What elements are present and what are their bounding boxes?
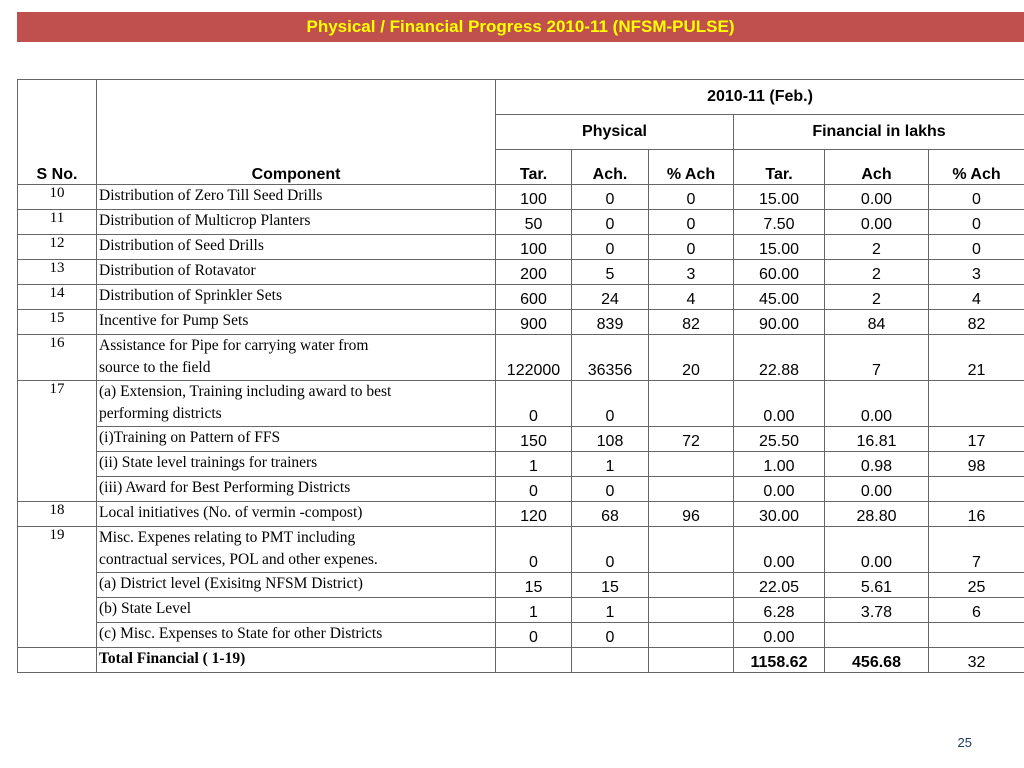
cell-value: 0 bbox=[572, 185, 649, 210]
cell-value: 0 bbox=[572, 381, 649, 427]
cell-value bbox=[649, 477, 734, 502]
cell-value: 2 bbox=[825, 285, 929, 310]
cell-value: 0 bbox=[496, 381, 572, 427]
cell-component bbox=[97, 185, 496, 210]
cell-value: 4 bbox=[649, 285, 734, 310]
cell-sno: 16 bbox=[18, 335, 97, 381]
cell-value bbox=[649, 452, 734, 477]
component-text: contractual services, POL and other expenes. bbox=[99, 551, 378, 568]
cell-value: 3.78 bbox=[825, 598, 929, 623]
cell-value: 20 bbox=[649, 335, 734, 381]
component-text: Distribution of Zero Till Seed Drills bbox=[99, 187, 323, 204]
total-value: 32 bbox=[929, 648, 1024, 673]
cell-value: 15.00 bbox=[734, 235, 825, 260]
cell-value: 96 bbox=[649, 502, 734, 527]
progress-table bbox=[17, 79, 1024, 673]
cell-value: 15 bbox=[496, 573, 572, 598]
component-text: (iii) Award for Best Performing Districts bbox=[99, 479, 351, 496]
cell-component bbox=[97, 502, 496, 527]
cell-sno: 12 bbox=[18, 235, 97, 260]
cell-value: 25 bbox=[929, 573, 1024, 598]
cell-value: 17 bbox=[929, 427, 1024, 452]
cell-value: 0 bbox=[929, 235, 1024, 260]
total-value: 456.68 bbox=[825, 648, 929, 673]
cell-value: 1 bbox=[496, 452, 572, 477]
total-value bbox=[649, 648, 734, 673]
total-value: 1158.62 bbox=[734, 648, 825, 673]
component-text: Incentive for Pump Sets bbox=[99, 312, 249, 329]
cell-value: 5 bbox=[572, 260, 649, 285]
page-title: Physical / Financial Progress 2010-11 (NFSM-PULSE) bbox=[306, 17, 735, 36]
component-text: (b) State Level bbox=[99, 600, 192, 617]
cell-value: 2 bbox=[825, 235, 929, 260]
cell-value: 0.00 bbox=[825, 381, 929, 427]
header-sno: S No. bbox=[18, 80, 97, 185]
cell-value: 1 bbox=[572, 452, 649, 477]
table-row bbox=[18, 335, 1024, 381]
cell-value: 7 bbox=[825, 335, 929, 381]
component-text: (a) Extension, Training including award to best bbox=[99, 383, 392, 400]
cell-value: 22.05 bbox=[734, 573, 825, 598]
table-row bbox=[18, 285, 1024, 310]
cell-value: 0 bbox=[929, 185, 1024, 210]
table-row bbox=[18, 598, 1024, 623]
cell-value: 0 bbox=[496, 623, 572, 648]
cell-value: 15.00 bbox=[734, 185, 825, 210]
component-text: (i)Training on Pattern of FFS bbox=[99, 429, 281, 446]
component-text: Local initiatives (No. of vermin -compost) bbox=[99, 504, 363, 521]
cell-value: 0 bbox=[572, 477, 649, 502]
table-row bbox=[18, 381, 1024, 427]
cell-value: 72 bbox=[649, 427, 734, 452]
table-row bbox=[18, 260, 1024, 285]
cell-component bbox=[97, 235, 496, 260]
cell-value bbox=[929, 381, 1024, 427]
cell-value: 1.00 bbox=[734, 452, 825, 477]
header-component: Component bbox=[97, 80, 496, 185]
cell-value: 22.88 bbox=[734, 335, 825, 381]
cell-value: 839 bbox=[572, 310, 649, 335]
table-row bbox=[18, 573, 1024, 598]
cell-component bbox=[97, 310, 496, 335]
cell-value: 82 bbox=[929, 310, 1024, 335]
cell-value: 122000 bbox=[496, 335, 572, 381]
cell-component bbox=[97, 477, 496, 502]
cell-value: 0.00 bbox=[825, 477, 929, 502]
cell-value: 15 bbox=[572, 573, 649, 598]
header-fin-tar: Tar. bbox=[734, 150, 825, 185]
cell-value: 1 bbox=[572, 598, 649, 623]
cell-component bbox=[97, 335, 496, 381]
cell-component bbox=[97, 623, 496, 648]
cell-value: 100 bbox=[496, 185, 572, 210]
cell-value: 0 bbox=[649, 210, 734, 235]
total-value bbox=[572, 648, 649, 673]
cell-value: 25.50 bbox=[734, 427, 825, 452]
cell-value: 7.50 bbox=[734, 210, 825, 235]
page-number: 25 bbox=[957, 735, 972, 750]
cell-value: 36356 bbox=[572, 335, 649, 381]
header-fin-pct: % Ach bbox=[929, 150, 1024, 185]
header-phys-ach: Ach. bbox=[572, 150, 649, 185]
cell-value bbox=[649, 381, 734, 427]
cell-value: 24 bbox=[572, 285, 649, 310]
cell-value bbox=[649, 598, 734, 623]
cell-component bbox=[97, 285, 496, 310]
cell-sno: 17 bbox=[18, 381, 97, 502]
cell-value: 0.98 bbox=[825, 452, 929, 477]
cell-value: 0.00 bbox=[825, 527, 929, 573]
header-phys-tar: Tar. bbox=[496, 150, 572, 185]
cell-value: 50 bbox=[496, 210, 572, 235]
table-row bbox=[18, 527, 1024, 573]
cell-value: 98 bbox=[929, 452, 1024, 477]
cell-value bbox=[649, 527, 734, 573]
cell-value bbox=[649, 573, 734, 598]
cell-sno: 13 bbox=[18, 260, 97, 285]
cell-component bbox=[97, 452, 496, 477]
cell-component bbox=[97, 527, 496, 573]
cell-value: 0.00 bbox=[825, 185, 929, 210]
cell-value: 3 bbox=[649, 260, 734, 285]
cell-value: 0 bbox=[649, 185, 734, 210]
table-row bbox=[18, 210, 1024, 235]
cell-value: 150 bbox=[496, 427, 572, 452]
component-text: Assistance for Pipe for carrying water from bbox=[99, 337, 369, 354]
cell-value: 0.00 bbox=[825, 210, 929, 235]
cell-value: 4 bbox=[929, 285, 1024, 310]
cell-value: 0.00 bbox=[734, 623, 825, 648]
component-text: (a) District level (Exisitng NFSM District) bbox=[99, 575, 363, 592]
cell-value: 0 bbox=[649, 235, 734, 260]
cell-value: 108 bbox=[572, 427, 649, 452]
cell-component bbox=[97, 381, 496, 427]
cell-value: 0.00 bbox=[734, 381, 825, 427]
table-row bbox=[18, 623, 1024, 648]
table-row bbox=[18, 310, 1024, 335]
component-text: Misc. Expenes relating to PMT including bbox=[99, 529, 356, 546]
cell-value: 5.61 bbox=[825, 573, 929, 598]
cell-value: 6 bbox=[929, 598, 1024, 623]
cell-value: 200 bbox=[496, 260, 572, 285]
cell-component bbox=[97, 260, 496, 285]
cell-value: 90.00 bbox=[734, 310, 825, 335]
cell-value: 6.28 bbox=[734, 598, 825, 623]
cell-value: 0 bbox=[572, 235, 649, 260]
cell-value: 16 bbox=[929, 502, 1024, 527]
cell-value: 600 bbox=[496, 285, 572, 310]
cell-value: 30.00 bbox=[734, 502, 825, 527]
cell-component bbox=[97, 573, 496, 598]
cell-value: 0 bbox=[496, 477, 572, 502]
cell-value: 82 bbox=[649, 310, 734, 335]
cell-value: 1 bbox=[496, 598, 572, 623]
cell-value bbox=[825, 623, 929, 648]
component-text: Distribution of Seed Drills bbox=[99, 237, 264, 254]
component-text: Distribution of Multicrop Planters bbox=[99, 212, 311, 229]
table-body bbox=[18, 185, 1024, 673]
cell-component bbox=[97, 598, 496, 623]
table-row bbox=[18, 235, 1024, 260]
cell-value bbox=[929, 623, 1024, 648]
cell-sno: 15 bbox=[18, 310, 97, 335]
cell-value: 68 bbox=[572, 502, 649, 527]
cell-value: 0 bbox=[572, 527, 649, 573]
total-value bbox=[496, 648, 572, 673]
cell-sno: 18 bbox=[18, 502, 97, 527]
cell-value: 16.81 bbox=[825, 427, 929, 452]
table-row bbox=[18, 185, 1024, 210]
header-physical: Physical bbox=[496, 115, 734, 150]
cell-value: 45.00 bbox=[734, 285, 825, 310]
header-financial: Financial in lakhs bbox=[734, 115, 1024, 150]
cell-value: 120 bbox=[496, 502, 572, 527]
cell-sno: 11 bbox=[18, 210, 97, 235]
table-row bbox=[18, 427, 1024, 452]
header-period: 2010-11 (Feb.) bbox=[496, 80, 1024, 115]
table-row bbox=[18, 477, 1024, 502]
cell-value: 60.00 bbox=[734, 260, 825, 285]
cell-sno: 19 bbox=[18, 527, 97, 648]
cell-value: 7 bbox=[929, 527, 1024, 573]
cell-value: 0.00 bbox=[734, 477, 825, 502]
cell-sno bbox=[18, 648, 97, 673]
cell-component bbox=[97, 427, 496, 452]
cell-value: 28.80 bbox=[825, 502, 929, 527]
cell-sno: 14 bbox=[18, 285, 97, 310]
total-label: Total Financial ( 1-19) bbox=[97, 648, 496, 673]
cell-value: 21 bbox=[929, 335, 1024, 381]
cell-value: 0.00 bbox=[734, 527, 825, 573]
cell-component bbox=[97, 210, 496, 235]
cell-value: 0 bbox=[572, 210, 649, 235]
component-text: (c) Misc. Expenses to State for other Districts bbox=[99, 625, 383, 642]
cell-sno: 10 bbox=[18, 185, 97, 210]
cell-value: 3 bbox=[929, 260, 1024, 285]
table-row bbox=[18, 452, 1024, 477]
cell-value: 100 bbox=[496, 235, 572, 260]
cell-value: 2 bbox=[825, 260, 929, 285]
cell-value: 900 bbox=[496, 310, 572, 335]
component-text: Distribution of Rotavator bbox=[99, 262, 256, 279]
header-phys-pct: % Ach bbox=[649, 150, 734, 185]
total-row bbox=[18, 648, 1024, 673]
cell-value: 0 bbox=[572, 623, 649, 648]
cell-value: 84 bbox=[825, 310, 929, 335]
component-text: source to the field bbox=[99, 359, 211, 376]
cell-value bbox=[929, 477, 1024, 502]
table-row bbox=[18, 502, 1024, 527]
cell-value: 0 bbox=[929, 210, 1024, 235]
cell-value bbox=[649, 623, 734, 648]
component-text: performing districts bbox=[99, 405, 222, 422]
cell-value: 0 bbox=[496, 527, 572, 573]
header-fin-ach: Ach bbox=[825, 150, 929, 185]
title-bar bbox=[17, 12, 1024, 42]
component-text: (ii) State level trainings for trainers bbox=[99, 454, 318, 471]
component-text: Distribution of Sprinkler Sets bbox=[99, 287, 282, 304]
